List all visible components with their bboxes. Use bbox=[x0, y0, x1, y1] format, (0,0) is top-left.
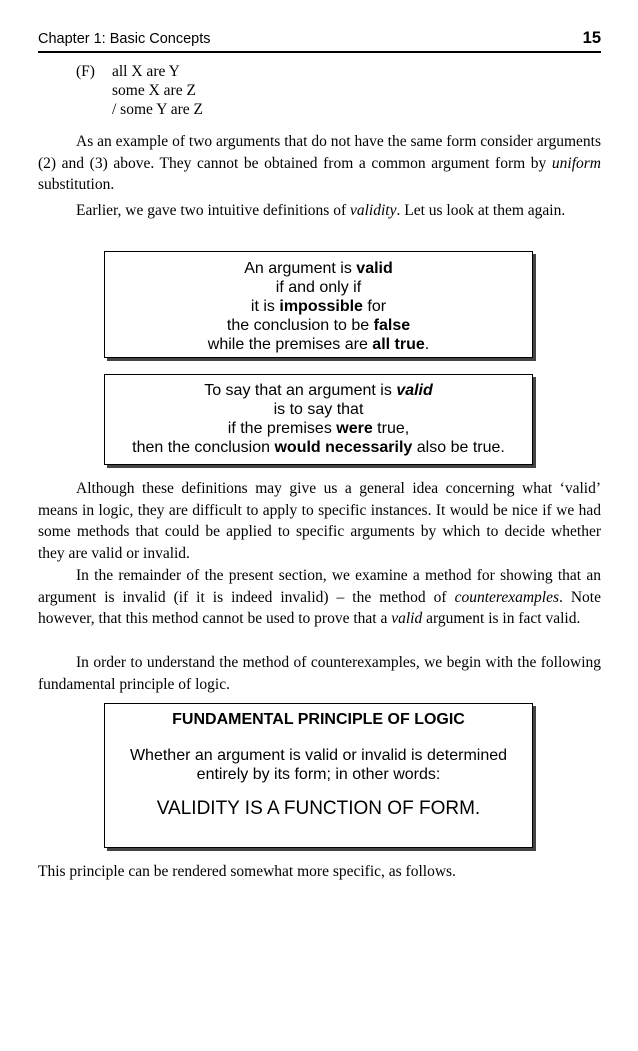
definition-box-necessity bbox=[104, 374, 533, 465]
principle-statement: VALIDITY IS A FUNCTION OF FORM. bbox=[156, 798, 481, 819]
paragraph-text: As an example of two arguments that do not have the same form consider arguments (2) and (3) above. They cannot be obtained from a common argument form by bbox=[38, 133, 601, 172]
principle-line-1: Whether an argument is valid or invalid is determined bbox=[129, 747, 508, 764]
paragraph-validity-intro bbox=[38, 200, 601, 222]
form-line-3: / some Y are Z bbox=[112, 101, 203, 118]
paragraph-text: In the remainder of the present section, we examine a method for showing that an argument is invalid (if it is indeed invalid) – the method of bbox=[38, 567, 601, 606]
page-header bbox=[38, 29, 601, 53]
paragraph-counterexamples bbox=[38, 565, 601, 630]
form-lines bbox=[112, 62, 203, 119]
paragraph-fundamental-intro bbox=[38, 652, 601, 695]
box1-line-2: if and only if bbox=[275, 279, 362, 296]
box1-line-1: An argument is valid bbox=[244, 260, 393, 277]
paragraph-form-comparison bbox=[38, 131, 601, 196]
paragraph-text: This principle can be rendered somewhat more specific, as follows. bbox=[38, 863, 456, 880]
box1-line-5: while the premises are all true. bbox=[207, 336, 430, 353]
emphasis-validity: validity bbox=[350, 202, 397, 219]
paragraph-text: . Let us look at them again. bbox=[396, 202, 566, 219]
page-number: 15 bbox=[582, 29, 601, 47]
chapter-title: Chapter 1: Basic Concepts bbox=[38, 31, 211, 47]
paragraph-text: argument is in fact valid. bbox=[422, 610, 581, 627]
principle-title: FUNDAMENTAL PRINCIPLE OF LOGIC bbox=[172, 711, 465, 728]
paragraph-text: Although these definitions may give us a general idea concerning what ‘valid’ means in logic, they are difficult to apply to specific instances. It would be nice if we had some methods that could be applied to specific arguments by which to decide whether they are valid or invalid. bbox=[38, 480, 601, 562]
form-line-1: all X are Y bbox=[112, 63, 180, 80]
box2-line-2: is to say that bbox=[273, 401, 364, 418]
emphasis-counterexamples: counterexamples bbox=[454, 588, 560, 606]
box1-line-3: it is impossible for bbox=[250, 298, 387, 315]
paragraph-definitions-difficulty bbox=[38, 478, 601, 564]
paragraph-specific-rendering bbox=[38, 861, 601, 883]
emphasis-uniform: uniform bbox=[551, 154, 601, 172]
box2-line-3: if the premises were true, bbox=[227, 420, 410, 437]
paragraph-text: . Note however, that this method cannot be used to prove that a bbox=[38, 588, 601, 627]
definition-box-valid bbox=[104, 251, 533, 358]
paragraph-text: Earlier, we gave two intuitive definitions of bbox=[76, 202, 350, 219]
paragraph-text: In order to understand the method of counterexamples, we begin with the following fundamental principle of logic. bbox=[38, 654, 601, 693]
emphasis-valid: valid bbox=[391, 610, 423, 627]
form-label: (F) bbox=[76, 63, 95, 80]
form-line-2: some X are Z bbox=[112, 82, 196, 99]
box2-line-1: To say that an argument is valid bbox=[204, 382, 433, 399]
box1-line-4: the conclusion to be false bbox=[226, 317, 411, 334]
box2-line-4: then the conclusion would necessarily also be true. bbox=[132, 439, 505, 456]
fundamental-principle-box bbox=[104, 703, 533, 848]
paragraph-text: substitution. bbox=[38, 176, 115, 193]
principle-line-2: entirely by its form; in other words: bbox=[196, 766, 441, 783]
